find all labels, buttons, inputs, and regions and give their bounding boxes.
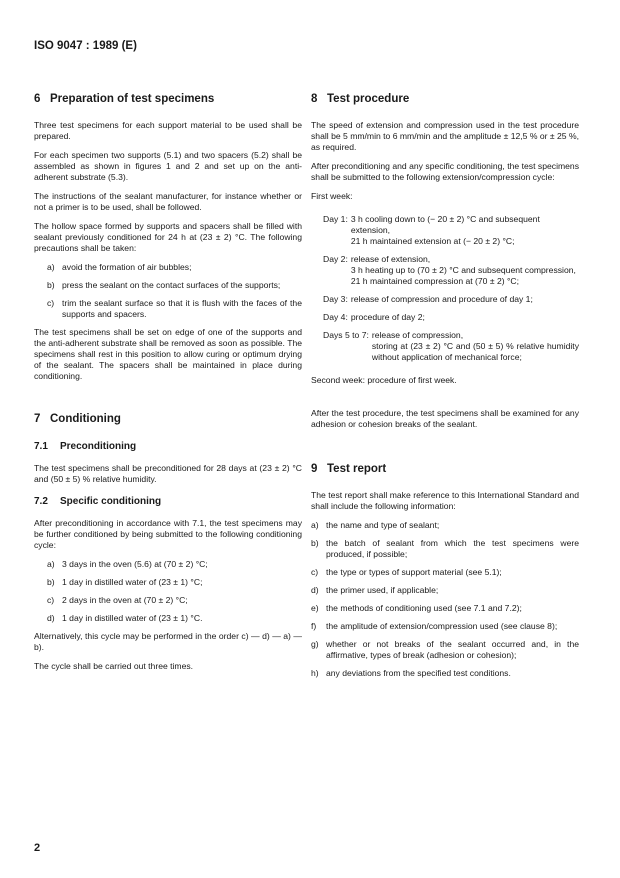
subsection-7-2-heading — [34, 495, 302, 508]
day-entry — [311, 294, 579, 305]
list-item — [311, 538, 579, 560]
list-text: 1 day in distilled water of (23 ± 1) °C. — [62, 613, 203, 623]
list-text: the batch of sealant from which the test specimens were produced, if possible; — [326, 538, 579, 559]
left-column — [34, 92, 302, 680]
section-9-heading — [311, 462, 579, 476]
paragraph: The test specimens shall be set on edge of one of the supports and the anti-adherent substrate shall be removed as soon as possible. The specimens shall rest in this position to allow curing or optimum drying of the sealant. The spacers shall be maintained in place during conditioning. — [34, 327, 302, 381]
spacer — [34, 390, 302, 412]
day-entry — [311, 254, 579, 287]
list-text: 2 days in the oven at (70 ± 2) °C; — [62, 595, 188, 605]
day-line: release of compression and procedure of day 1; — [350, 294, 533, 304]
list-item — [47, 298, 302, 320]
subsection-number: 7.1 — [34, 441, 48, 452]
list-text: the primer used, if applicable; — [326, 585, 439, 595]
precautions-list — [34, 262, 302, 320]
list-item — [47, 595, 302, 606]
list-item — [311, 585, 579, 596]
section-title: Conditioning — [50, 413, 121, 425]
subsection-number: 7.2 — [34, 496, 48, 507]
list-item — [311, 668, 579, 679]
day-label: Day 2: — [323, 254, 348, 264]
day-lines — [351, 312, 579, 323]
subsection-7-1-heading — [34, 440, 302, 453]
day-label: Day 1: — [323, 214, 348, 224]
list-marker: b) — [311, 538, 319, 548]
list-text: press the sealant on the contact surfaces of the supports; — [62, 280, 281, 290]
list-text: avoid the formation of air bubbles; — [62, 262, 192, 272]
list-item — [47, 280, 302, 291]
list-item — [47, 577, 302, 588]
day-lines — [351, 254, 579, 287]
day-label: Days 5 to 7: — [323, 330, 369, 340]
list-text: trim the sealant surface so that it is flush with the faces of the supports and spacers. — [62, 298, 302, 319]
spacer — [311, 438, 579, 462]
list-marker: f) — [311, 621, 317, 631]
paragraph: Three test specimens for each support material to be used shall be prepared. — [34, 120, 302, 141]
day-schedule — [311, 214, 579, 363]
list-text: 3 days in the oven (5.6) at (70 ± 2) °C; — [62, 559, 208, 569]
list-text: the methods of conditioning used (see 7.1 and 7.2); — [326, 603, 522, 613]
subsection-title: Preconditioning — [60, 441, 137, 452]
list-text: the name and type of sealant; — [326, 520, 440, 530]
paragraph: The test report shall make reference to this International Standard and shall include the following information: — [311, 490, 579, 511]
list-marker: g) — [311, 639, 319, 649]
list-marker: b) — [47, 577, 55, 587]
page-number: 2 — [34, 842, 41, 854]
list-marker: c) — [47, 595, 55, 605]
paragraph: The test specimens shall be preconditioned for 28 days at (23 ± 2) °C and (50 ± 5) % relative humidity. — [34, 463, 302, 484]
list-marker: h) — [311, 668, 319, 678]
paragraph: The speed of extension and compression used in the test procedure shall be 5 mm/min to 6 mm/min and the amplitude ± 12,5 % or ± 25 %, as required. — [311, 120, 579, 152]
list-text: 1 day in distilled water of (23 ± 1) °C; — [62, 577, 203, 587]
day-lines — [351, 214, 579, 247]
first-week-label: First week: — [311, 191, 353, 201]
paragraph: The cycle shall be carried out three times. — [34, 661, 194, 671]
section-8-heading — [311, 92, 579, 106]
section-number: 8 — [311, 93, 318, 105]
day-line: 3 h heating up to (70 ± 2) °C and subsequent compression, — [350, 265, 576, 275]
day-line: release of compression, — [371, 330, 464, 340]
day-entry — [311, 312, 579, 323]
day-line: 3 h cooling down to (− 20 ± 2) °C and subsequent extension, — [350, 214, 540, 235]
report-items-list — [311, 520, 579, 679]
list-marker: c) — [311, 567, 319, 577]
document-header: ISO 9047 : 1989 (E) — [34, 40, 137, 52]
paragraph: After the test procedure, the test specimens shall be examined for any adhesion or cohesion breaks of the sealant. — [311, 408, 579, 429]
list-marker: b) — [47, 280, 55, 290]
day-line: procedure of day 2; — [350, 312, 425, 322]
list-item — [311, 639, 579, 661]
day-entry — [311, 214, 579, 247]
paragraph: Alternatively, this cycle may be performed in the order c) — d) — a) — b). — [34, 631, 302, 652]
section-7-heading — [34, 412, 302, 426]
list-marker: d) — [311, 585, 319, 595]
list-text: the type or types of support material (see 5.1); — [326, 567, 502, 577]
paragraph: Second week: procedure of first week. — [311, 375, 457, 385]
spacer — [311, 394, 579, 408]
list-text: the amplitude of extension/compression used (see clause 8); — [326, 621, 558, 631]
subsection-title: Specific conditioning — [60, 496, 162, 507]
day-lines — [351, 294, 579, 305]
right-column — [311, 92, 579, 686]
section-number: 7 — [34, 413, 41, 425]
list-marker: a) — [47, 262, 55, 272]
list-text: any deviations from the specified test conditions. — [326, 668, 511, 678]
list-marker: d) — [47, 613, 55, 623]
list-item — [311, 603, 579, 614]
section-title: Test report — [327, 463, 387, 475]
list-item — [47, 613, 302, 624]
list-marker: c) — [47, 298, 55, 308]
list-item — [47, 559, 302, 570]
list-text: whether or not breaks of the sealant occurred and, in the affirmative, types of break (adhesion or cohesion); — [326, 639, 579, 660]
conditioning-cycle-list — [34, 559, 302, 624]
paragraph: For each specimen two supports (5.1) and two spacers (5.2) shall be assembled as shown in figures 1 and 2 and set up on the anti-adherent substrate (5.3). — [34, 150, 302, 182]
list-marker: a) — [311, 520, 319, 530]
list-item — [311, 567, 579, 578]
list-marker: a) — [47, 559, 55, 569]
section-number: 9 — [311, 463, 318, 475]
list-item — [311, 520, 579, 531]
list-marker: e) — [311, 603, 319, 613]
list-item — [47, 262, 302, 273]
paragraph: The hollow space formed by supports and spacers shall be filled with sealant previously conditioned for 24 h at (23 ± 2) °C. The following precautions shall be taken: — [34, 221, 302, 253]
day-line: 21 h maintained compression at (70 ± 2) °C; — [350, 276, 520, 286]
section-title: Preparation of test specimens — [50, 93, 215, 105]
paragraph: After preconditioning in accordance with 7.1, the test specimens may be further conditioned by being submitted to the following conditioning cycle: — [34, 518, 302, 550]
section-title: Test procedure — [327, 93, 410, 105]
list-item — [311, 621, 579, 632]
paragraph: After preconditioning and any specific conditioning, the test specimens shall be submitted to the following extension/compression cycle: — [311, 161, 579, 182]
day-line: release of extension, — [350, 254, 431, 264]
day-line: 21 h maintained extension at (− 20 ± 2) °C; — [350, 236, 515, 246]
section-number: 6 — [34, 93, 41, 105]
day-label: Day 4: — [323, 312, 348, 322]
day-entry — [311, 330, 579, 363]
day-line: storing at (23 ± 2) °C and (50 ± 5) % relative humidity without application of mechanical force; — [371, 341, 579, 362]
day-label: Day 3: — [323, 294, 348, 304]
section-6-heading — [34, 92, 302, 106]
day-lines — [372, 330, 579, 363]
paragraph: The instructions of the sealant manufacturer, for instance whether or not a primer is to be used, shall be followed. — [34, 191, 302, 212]
